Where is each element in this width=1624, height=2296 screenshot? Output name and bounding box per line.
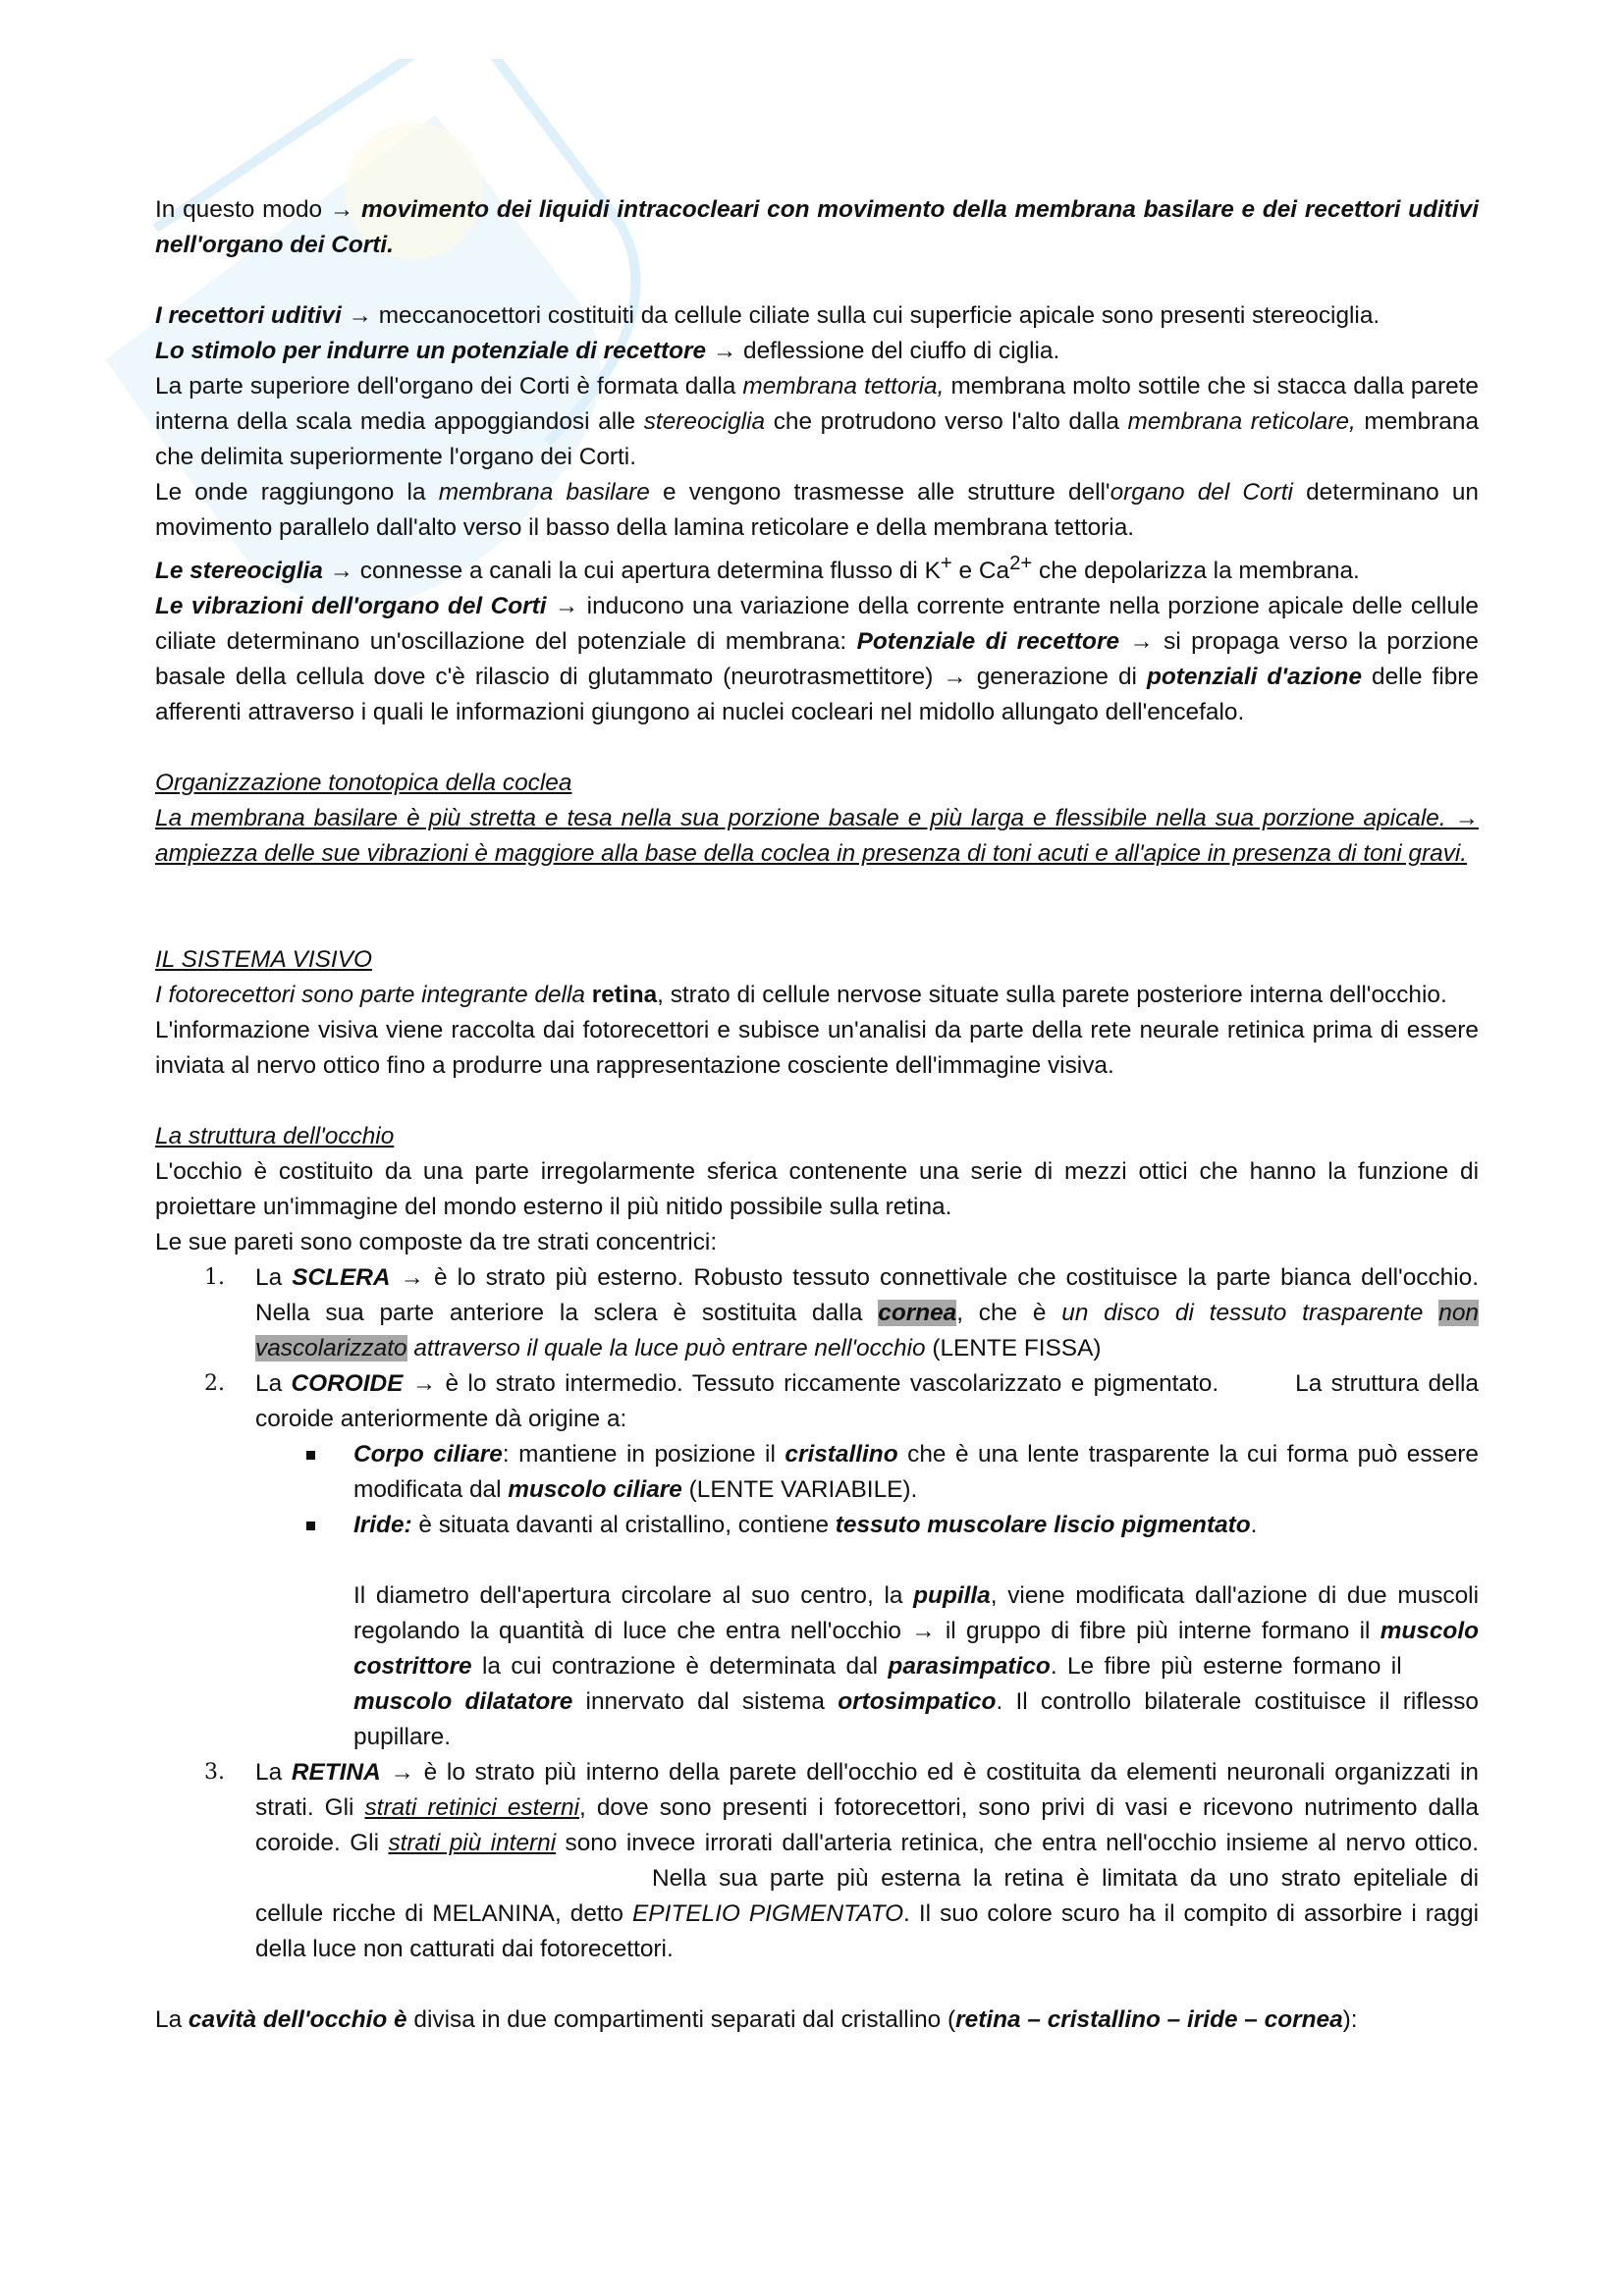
- text: divisa in due compartimenti separati dal cristallino (: [406, 2006, 956, 2034]
- text-italic: attraverso il quale la luce può entrare nell'occhio: [406, 1335, 926, 1362]
- heading-text: Organizzazione tonotopica della coclea: [155, 770, 572, 797]
- text: . Il suo colore scuro ha il compito di assorbire i raggi della luce non catturati dai fotorecettori.: [255, 1900, 1479, 1963]
- term-cavita: cavità dell'occhio è: [188, 2006, 407, 2034]
- text: e Ca: [951, 558, 1010, 585]
- list-item-sclera: [155, 1260, 1479, 1366]
- term-organo-corti: organo del Corti: [1110, 479, 1293, 506]
- text: , dove sono presenti i fotorecettori, sono privi di vasi e ricevono nutrimento dalla coroide. Gli: [255, 1794, 1479, 1857]
- term-cornea-highlighted: cornea: [878, 1300, 957, 1327]
- term-stimolo: Lo stimolo per indurre un potenziale di recettore: [155, 338, 707, 364]
- term-membrana-reticolare: membrana reticolare,: [1127, 408, 1356, 435]
- term-muscolo-dilatatore: muscolo dilatatore: [353, 1688, 573, 1716]
- text: si propaga verso la porzione basale della cellula dove c'è rilascio di glutammato (neurotrasmettitore) → generazione di: [155, 628, 1479, 691]
- text: Il diametro dell'apertura circolare al suo centro, la: [353, 1582, 914, 1610]
- term-potenziali-azione: potenziali d'azione: [1146, 664, 1363, 691]
- term-corpo-ciliare: Corpo ciliare: [353, 1441, 503, 1468]
- term-coroide: COROIDE: [291, 1370, 404, 1398]
- text: , che è: [956, 1300, 1062, 1327]
- text: membrana che delimita superiormente l'organo dei Corti.: [155, 408, 1480, 470]
- text: ):: [1342, 2006, 1358, 2034]
- text: . Le fibre più esterne formano il: [1050, 1653, 1412, 1681]
- term-membrana-basilare: membrana basilare: [438, 479, 650, 506]
- text: La struttura della coroide anteriormente dà origine a:: [255, 1370, 1479, 1433]
- text: la cui contrazione è determinata dal: [471, 1653, 889, 1681]
- text: e vengono trasmesse alle strutture dell': [649, 479, 1110, 506]
- list-number: 2.: [204, 1371, 225, 1397]
- sublist-item-corpo-ciliare: [255, 1437, 1479, 1508]
- text: è situata davanti al cristallino, contiene: [411, 1512, 836, 1539]
- text: (LENTE FISSA): [925, 1335, 1102, 1362]
- document-page: [155, 192, 1479, 2038]
- text: La: [155, 2006, 189, 2034]
- heading-sistema-visivo: [155, 942, 1479, 978]
- text: Nella sua parte più esterna la retina è limitata da uno strato epiteliale di cellule ricche di MELANINA, detto: [255, 1865, 1479, 1928]
- heading-text: La struttura dell'occhio: [155, 1123, 395, 1150]
- text: La: [255, 1759, 292, 1787]
- text: Le onde raggiungono la: [155, 479, 439, 506]
- text: .: [1250, 1512, 1258, 1539]
- paragraph-pareti: Le sue pareti sono composte da tre strati concentrici:: [155, 1229, 718, 1256]
- term-parasimpatico: parasimpatico: [888, 1653, 1051, 1681]
- text: innervato dal sistema: [572, 1688, 839, 1716]
- term-stereociglia-bold: Le stereociglia: [155, 558, 323, 585]
- term-muscolo-costrittore: muscolo costrittore: [353, 1618, 1479, 1681]
- term-retina-caps: RETINA: [291, 1759, 381, 1787]
- paragraph-fotorecettori: [155, 978, 1479, 1013]
- paragraph-struttura: L'occhio è costituito da una parte irregolarmente sferica contenente una serie di mezzi ottici che hanno la funzione di proiettare un'immagine del mondo esterno il più nitido possibile sulla retina.: [155, 1158, 1479, 1221]
- text: , strato di cellule nervose situate sulla parete posteriore interna dell'occhio.: [657, 982, 1447, 1009]
- list-number: 1.: [204, 1265, 225, 1291]
- paragraph-tonotopica: [155, 801, 1479, 872]
- text: → connesse a canali la cui apertura determina flusso di K: [322, 558, 941, 585]
- text: → è lo strato intermedio. Tessuto riccamente vascolarizzato e pigmentato.: [403, 1370, 1219, 1398]
- sublist-coroide: [255, 1437, 1479, 1543]
- text: delle fibre afferenti attraverso i quali le informazioni giungono ai nuclei cocleari nel midollo allungato dell'encefalo.: [155, 664, 1479, 726]
- text: determinano un movimento parallelo dall'alto verso il basso della lamina reticolare e della membrana tettoria.: [155, 479, 1479, 541]
- text: (LENTE VARIABILE).: [681, 1476, 918, 1504]
- term-pupilla: pupilla: [913, 1582, 991, 1610]
- text: sono invece irrorati dall'arteria retinica, che entra nell'occhio insieme al nervo ottico.: [556, 1830, 1480, 1857]
- text: → meccanocettori costituiti da cellule ciliate sulla cui superficie apicale sono presenti stereociglia.: [341, 302, 1380, 329]
- superscript: 2+: [1009, 553, 1033, 574]
- term-muscolo-ciliare: muscolo ciliare: [508, 1476, 682, 1504]
- paragraph-recettori: [155, 298, 1479, 730]
- text-highlighted: non vascolarizzato: [255, 1300, 1479, 1362]
- paragraph-intro: [155, 192, 1479, 263]
- term-vibrazioni: Le vibrazioni dell'organo del Corti: [155, 593, 547, 620]
- term-ortosimpatico: ortosimpatico: [838, 1688, 997, 1716]
- text: → è lo strato più interno della parete dell'occhio ed è costituita da elementi neuronali organizzati in strati. Gli: [255, 1759, 1479, 1822]
- term-strati-interni: strati più interni: [388, 1830, 557, 1857]
- text: La: [255, 1370, 292, 1398]
- text-italic: La membrana basilare è più stretta e tesa nella sua porzione basale e più larga e flessibile nella sua porzione apicale. → ampiezza delle sue vibrazioni è maggiore alla base della coclea in presenza di toni acuti e all'apice in presenza di toni gravi.: [155, 805, 1479, 868]
- term-cristallino: cristallino: [785, 1441, 898, 1468]
- sublist-item-iride: [255, 1508, 1479, 1543]
- text: → inducono una variazione della corrente entrante nella porzione apicale delle cellule ciliate determinano un'oscillazione del potenziale di membrana:: [155, 593, 1479, 656]
- text: → è lo strato più esterno. Robusto tessuto connettivale che costituisce la parte bianca dell'occhio. Nella sua parte anteriore la sclera è sostituita dalla: [255, 1264, 1479, 1327]
- term-membrana-tettoria: membrana tettoria,: [742, 373, 945, 400]
- term-retina: retina: [591, 982, 658, 1009]
- text: che depolarizza la membrana.: [1032, 558, 1360, 585]
- term-sclera: SCLERA: [292, 1264, 391, 1292]
- list-strati: [155, 1260, 1479, 1967]
- text: La parte superiore dell'organo dei Corti è formata dalla: [155, 373, 743, 400]
- heading-struttura-occhio: [155, 1119, 1479, 1154]
- list-item-coroide: [155, 1366, 1479, 1755]
- text: che è una lente trasparente la cui forma può essere modificata dal: [353, 1441, 1479, 1504]
- text: → deflessione del ciuffo di ciglia.: [706, 338, 1060, 364]
- text-italic: I fotorecettori sono parte integrante della: [155, 982, 592, 1009]
- term-recettori-uditivi: I recettori uditivi: [155, 302, 342, 329]
- term-sequence: retina – cristallino – iride – cornea: [955, 2006, 1343, 2034]
- text-bold-italic: movimento dei liquidi intracocleari con movimento della membrana basilare e dei recettori uditivi nell'organo dei Corti.: [155, 196, 1479, 258]
- text: . Il controllo bilaterale costituisce il riflesso pupillare.: [353, 1688, 1479, 1751]
- term-strati-esterni: strati retinici esterni: [364, 1794, 580, 1822]
- text: che protrudono verso l'alto dalla: [765, 408, 1128, 435]
- text: : mantiene in posizione il: [502, 1441, 785, 1468]
- text: , viene modificata dall'azione di due muscoli regolando la quantità di luce che entra nell'occhio → il gruppo di fibre più interne formano il: [353, 1582, 1479, 1645]
- paragraph-cavita: [155, 2002, 1479, 2038]
- list-number: 3.: [204, 1760, 225, 1786]
- heading-text: IL SISTEMA VISIVO: [155, 946, 372, 974]
- text: In questo modo →: [155, 196, 361, 223]
- term-epitelio-pigmentato: EPITELIO PIGMENTATO: [632, 1900, 904, 1928]
- paragraph-informazione-visiva: L'informazione visiva viene raccolta dai fotorecettori e subisce un'analisi da parte della rete neurale retinica prima di essere inviata al nervo ottico fino a produrre una rappresentazione cosciente dell'immagine visiva.: [155, 1017, 1479, 1080]
- heading-tonotopica: [155, 766, 1479, 801]
- term-potenziale-recettore: Potenziale di recettore →: [856, 628, 1154, 656]
- text-italic: un disco di tessuto trasparente: [1061, 1300, 1439, 1327]
- term-stereociglia: stereociglia: [643, 408, 766, 435]
- superscript: +: [940, 553, 952, 574]
- text: La: [255, 1264, 293, 1292]
- bullet-square-icon: [306, 1522, 315, 1530]
- paragraph-pupilla: [255, 1578, 1479, 1755]
- list-item-retina: [155, 1755, 1479, 1967]
- bullet-square-icon: [306, 1451, 315, 1460]
- text: membrana molto sottile che si stacca dalla parete interna della scala media appoggiandosi alle: [155, 373, 1480, 435]
- term-iride: Iride:: [353, 1512, 412, 1539]
- term-tessuto-muscolare: tessuto muscolare liscio pigmentato: [835, 1512, 1251, 1539]
